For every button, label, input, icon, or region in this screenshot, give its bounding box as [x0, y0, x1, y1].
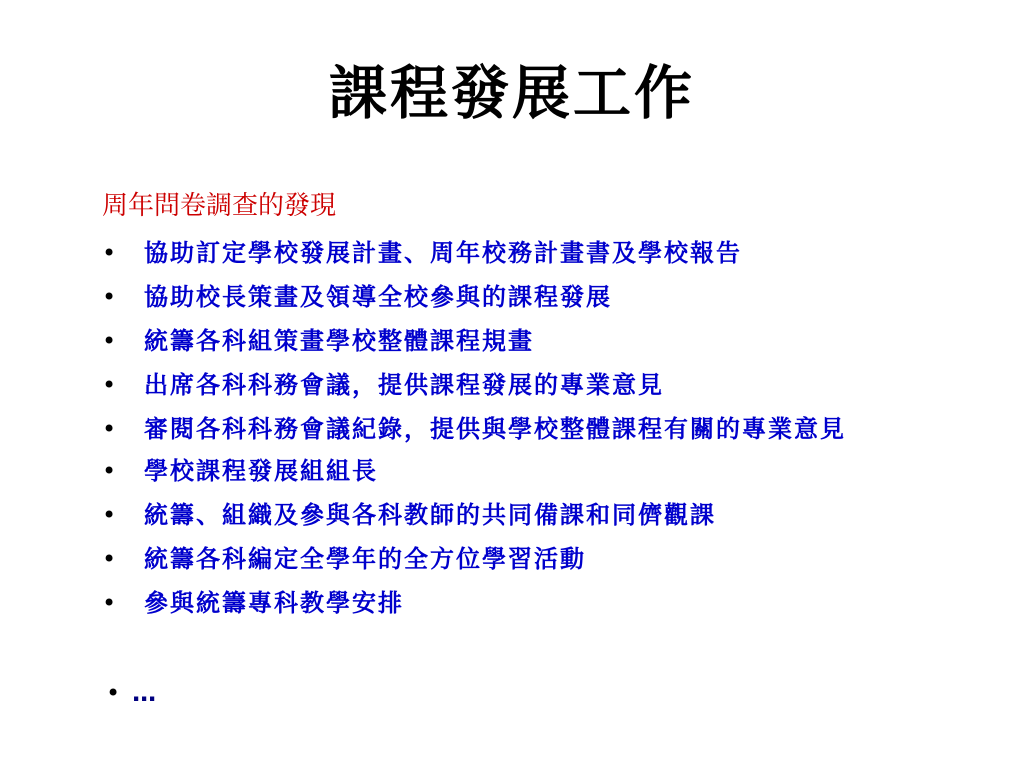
- slide-title: 課程發展工作: [328, 59, 695, 127]
- list-item-text: 學校課程發展組組長: [144, 456, 378, 485]
- bullet-icon: •: [102, 545, 119, 573]
- bullet-list: [102, 236, 972, 630]
- list-item: [102, 236, 972, 270]
- list-item-text: 統籌各科編定全學年的全方位學習活動: [144, 544, 586, 573]
- ellipsis-text: …: [132, 679, 157, 707]
- bullet-icon: •: [102, 415, 119, 443]
- subheading: 周年問卷調查的發現: [102, 191, 337, 221]
- bullet-icon: •: [106, 679, 121, 707]
- list-item-text: 統籌各科組策畫學校整體課程規畫: [144, 326, 534, 355]
- list-item: [102, 324, 972, 358]
- list-item-text: 統籌、組織及參與各科教師的共同備課和同儕觀課: [144, 500, 716, 529]
- list-item-text: 協助校長策畫及領導全校參與的課程發展: [144, 282, 612, 311]
- bullet-icon: •: [102, 501, 119, 529]
- list-item-text: 協助訂定學校發展計畫、周年校務計畫書及學校報告: [144, 238, 742, 267]
- list-item-text: 參與統籌專科教學安排: [144, 588, 404, 617]
- bullet-icon: •: [102, 589, 119, 617]
- bullet-icon: •: [102, 371, 119, 399]
- bullet-icon: •: [102, 457, 119, 485]
- bullet-icon: •: [102, 283, 119, 311]
- bullet-icon: •: [102, 327, 119, 355]
- list-item-text: 審閱各科科務會議紀錄，提供與學校整體課程有關的專業意見: [144, 414, 846, 443]
- list-item: [102, 368, 972, 402]
- list-item: [102, 586, 972, 620]
- list-item: [102, 412, 972, 446]
- list-item-text: 出席各科科務會議，提供課程發展的專業意見: [144, 370, 664, 399]
- ellipsis-item: [106, 676, 156, 710]
- list-item: [102, 498, 972, 532]
- bullet-icon: •: [102, 239, 119, 267]
- list-item: [102, 280, 972, 314]
- list-item: [102, 454, 972, 488]
- list-item: [102, 542, 972, 576]
